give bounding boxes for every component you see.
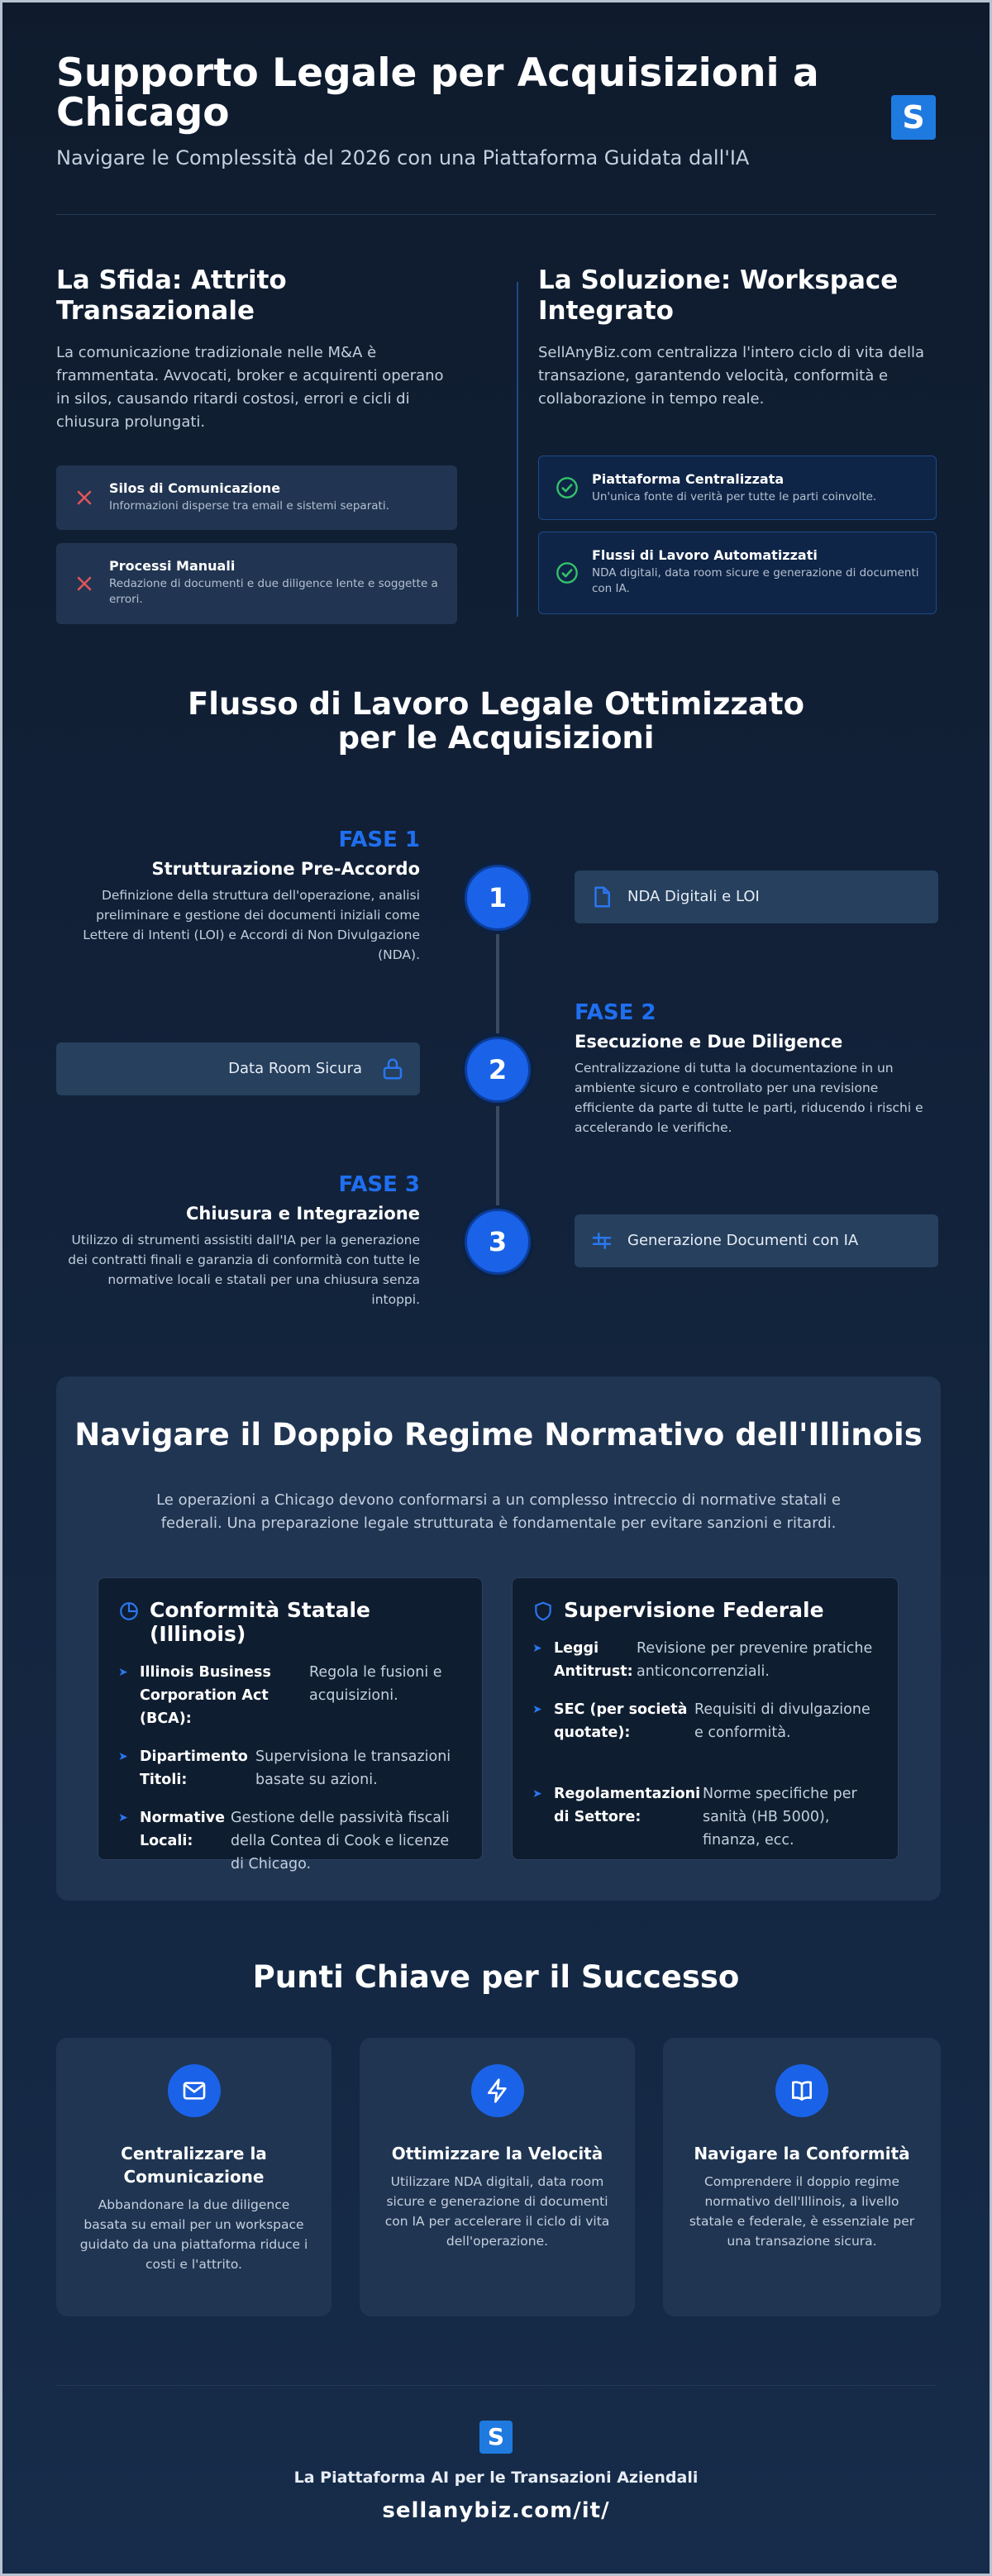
phase-label: FASE 3 [338, 1172, 420, 1197]
page-title: Supporto Legale per Acquisizioni a Chicago [56, 50, 819, 136]
column-divider [517, 282, 518, 617]
row-value: Regola le fusioni e acquisizioni. [309, 1664, 442, 1704]
keypoints-title: Punti Chiave per il Successo [252, 1959, 740, 1995]
row-key: Normative Locali: [140, 1810, 225, 1849]
arrow-right-icon: ➤ [118, 1666, 128, 1679]
solution-card-text: Un'unica fonte di verità per tutte le parti coinvolte. [592, 490, 877, 503]
phase-title: Esecuzione e Due Diligence [575, 1032, 843, 1052]
mail-icon [168, 2064, 221, 2117]
row-key: Dipartimento Titoli: [140, 1748, 248, 1788]
keypoint-title: Centralizzare la Comunicazione [121, 2144, 267, 2187]
feature-label: Generazione Documenti con IA [627, 1232, 859, 1249]
keypoint-card-communication [56, 2038, 331, 2316]
feature-ai-documents [575, 1214, 938, 1267]
challenge-card-title: Processi Manuali [109, 558, 236, 574]
pie-chart-icon [118, 1600, 140, 1622]
phase-text: Definizione della struttura dell'operazione, analisi preliminare e gestione dei documenti iniziali come Lettere di Intenti (LOI) e Accordi di Non Divulgazione (NDA). [83, 888, 420, 962]
page-footer [56, 2385, 936, 2523]
federal-oversight-title: Supervisione Federale [564, 1598, 824, 1622]
solution-card-text: NDA digitali, data room sicure e generazione di documenti con IA. [592, 566, 919, 595]
phase-2-node: 2 [465, 1037, 531, 1103]
solution-card-title: Flussi di Lavoro Automatizzati [592, 547, 818, 563]
phase-text: Centralizzazione di tutta la documentazione in un ambiente sicuro e controllato per una revisione efficiente da parte di tutte le parti, riducendo i rischi e accelerando le verifiche. [575, 1061, 923, 1135]
keypoint-card-compliance [663, 2038, 941, 2316]
check-circle-icon [556, 476, 579, 499]
arrow-right-icon: ➤ [118, 1811, 128, 1825]
challenge-card-title: Silos di Comunicazione [109, 480, 281, 496]
feature-secure-data-room [56, 1042, 420, 1095]
challenge-description: La comunicazione tradizionale nelle M&A è frammentata. Avvocati, broker e acquirenti operano in silos, causando ritardi costosi, errori e cicli di chiusura prolungati. [56, 344, 444, 431]
x-icon [73, 572, 96, 595]
challenge-solution-section [56, 265, 936, 613]
federal-oversight-box [512, 1577, 899, 1860]
phase-label: FASE 1 [338, 828, 420, 852]
state-compliance-title: Conformità Statale (Illinois) [150, 1598, 371, 1646]
row-key: Leggi Antitrust: [554, 1640, 633, 1680]
challenge-card-text: Informazioni disperse tra email e sistemi separati. [109, 499, 389, 513]
phase-title: Strutturazione Pre-Accordo [151, 859, 420, 879]
regulatory-title: Navigare il Doppio Regime Normativo dell'Illinois [74, 1417, 923, 1453]
keypoint-text: Abbandonare la due diligence basata su email per un workspace guidato da una piattaforma riduce i costi e l'attrito. [79, 2197, 308, 2272]
solution-card-platform [538, 456, 937, 520]
arrow-right-icon: ➤ [532, 1703, 542, 1716]
keypoint-text: Comprendere il doppio regime normativo dell'Illinois, a livello statale e federale, è essenziale per una transazione sicura. [689, 2174, 915, 2249]
federal-row [532, 1637, 878, 1683]
phase-2 [575, 1000, 938, 1138]
feature-digital-nda [575, 871, 938, 923]
book-icon [775, 2064, 828, 2117]
challenge-card-text: Redazione di documenti e due diligence lente e soggette a errori. [109, 577, 438, 606]
phase-title: Chiusura e Integrazione [186, 1204, 420, 1224]
regulatory-section [56, 1376, 941, 1901]
keypoint-title: Navigare la Conformità [694, 2144, 910, 2163]
page-subtitle: Navigare le Complessità del 2026 con una Piattaforma Guidata dall'IA [56, 146, 750, 169]
solution-description: SellAnyBiz.com centralizza l'intero ciclo di vita della transazione, garantendo velocità, conformità e collaborazione in tempo reale. [538, 344, 924, 408]
state-row [118, 1745, 462, 1791]
phase-1-node: 1 [465, 865, 531, 931]
x-icon [73, 486, 96, 509]
state-compliance-box [98, 1577, 483, 1872]
regulatory-description: Le operazioni a Chicago devono conformarsi a un complesso intreccio di normative statali e federali. Una preparazione legale strutturata è fondamentale per evitare sanzioni e ritardi. [156, 1491, 841, 1532]
row-value: Supervisiona le transazioni basate su azioni. [255, 1748, 451, 1788]
row-key: SEC (per società quotate): [554, 1701, 688, 1741]
state-compliance-heading [118, 1598, 462, 1646]
row-value: Revisione per prevenire pratiche anticoncorrenziali. [637, 1640, 873, 1680]
keypoint-card-speed [360, 2038, 635, 2316]
federal-row [532, 1782, 878, 1852]
challenge-column [56, 265, 457, 606]
solution-card-title: Piattaforma Centralizzata [592, 471, 785, 487]
row-value: Gestione delle passività fiscali della Contea di Cook e licenze di Chicago. [231, 1810, 450, 1872]
federal-row [532, 1698, 878, 1767]
footer-url-link[interactable]: sellanybiz.com/it/ [382, 2498, 610, 2523]
row-value: Requisiti di divulgazione e conformità. [694, 1701, 870, 1741]
feature-label: Data Room Sicura [228, 1060, 362, 1077]
sliders-icon [589, 1228, 614, 1253]
phase-3-node: 3 [465, 1209, 531, 1275]
document-icon [589, 885, 614, 909]
footer-logo[interactable]: S [479, 2421, 513, 2454]
phase-label: FASE 2 [575, 1000, 656, 1025]
phase-1 [56, 828, 420, 965]
phase-text: Utilizzo di strumenti assistiti dall'IA per la generazione dei contratti finali e garanzia di conformità con tutte le normative locali e statali per una chiusura senza intoppi. [68, 1233, 420, 1307]
phase-3 [56, 1172, 420, 1309]
lock-icon [380, 1057, 405, 1081]
page-header [56, 50, 936, 215]
shield-icon [532, 1600, 554, 1622]
federal-oversight-heading [532, 1598, 878, 1622]
brand-logo[interactable]: S [891, 95, 936, 140]
check-circle-icon [556, 561, 579, 584]
footer-tagline: La Piattaforma AI per le Transazioni Aziendali [293, 2469, 699, 2487]
bolt-icon [471, 2064, 524, 2117]
challenge-card-manual [56, 543, 457, 624]
arrow-right-icon: ➤ [532, 1787, 542, 1801]
row-key: Illinois Business Corporation Act (BCA): [140, 1664, 271, 1727]
challenge-card-silos [56, 465, 457, 530]
solution-title: La Soluzione: Workspace Integrato [538, 265, 899, 326]
solution-card-workflow [538, 532, 937, 614]
arrow-right-icon: ➤ [532, 1642, 542, 1655]
feature-label: NDA Digitali e LOI [627, 888, 760, 905]
keypoint-title: Ottimizzare la Velocità [391, 2144, 603, 2163]
challenge-title: La Sfida: Attrito Transazionale [56, 265, 287, 326]
state-row [118, 1806, 462, 1876]
row-key: Regolamentazioni di Settore: [554, 1786, 701, 1825]
row-value: Norme specifiche per sanità (HB 5000), finanza, ecc. [703, 1786, 857, 1849]
state-row [118, 1661, 462, 1730]
solution-column [538, 265, 939, 595]
workflow-title: Flusso di Lavoro Legale Ottimizzato per le Acquisizioni [188, 686, 804, 756]
arrow-right-icon: ➤ [118, 1750, 128, 1763]
keypoint-text: Utilizzare NDA digitali, data room sicure e generazione di documenti con IA per accelerare il ciclo di vita dell'operazione. [384, 2174, 610, 2249]
